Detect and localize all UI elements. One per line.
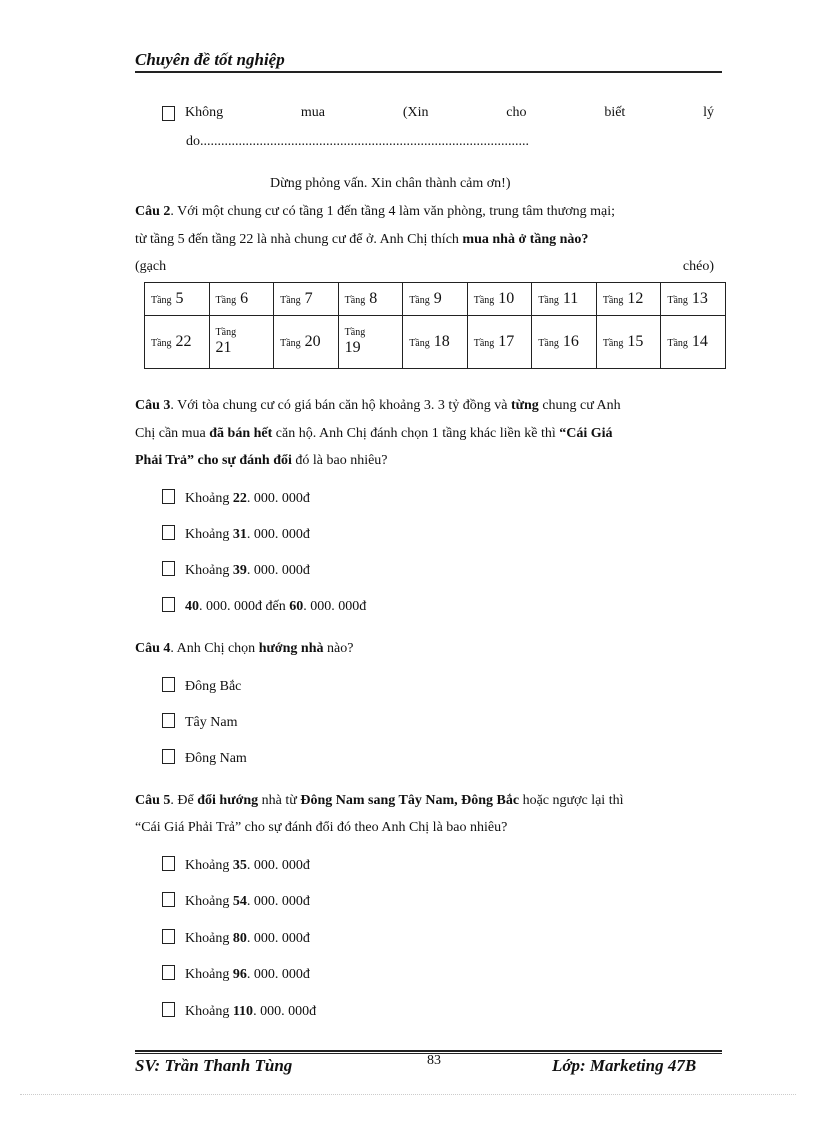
floor-cell[interactable]: Tầng 16 — [532, 316, 597, 369]
q2-line2: từ tầng 5 đến tầng 22 là nhà chung cư để ở. Anh Chị thích mua nhà ở tầng nào? — [135, 232, 589, 247]
floor-row — [145, 283, 726, 316]
q3-option: Khoảng 39. 000. 000đ — [162, 561, 310, 580]
floor-cell[interactable]: Tầng 12 — [596, 283, 661, 316]
floor-cell[interactable]: Tầng 18 — [403, 316, 468, 369]
q4-label: Câu 4 — [135, 641, 171, 656]
page-number: 83 — [427, 1053, 441, 1068]
q1-option-continuation: do.............................................................................................. — [186, 134, 529, 149]
q5-line2: “Cái Giá Phải Trả” cho sự đánh đổi đó theo Anh Chị là bao nhiêu? — [135, 820, 508, 835]
checkbox[interactable] — [162, 713, 175, 728]
checkbox[interactable] — [162, 965, 175, 980]
floor-table — [144, 282, 726, 369]
q4-option: Đông Bắc — [162, 677, 241, 696]
footer-class: Lớp: Marketing 47B — [552, 1056, 697, 1075]
q3-line1: Câu 3. Với tòa chung cư có giá bán căn hộ khoảng 3. 3 tỷ đồng và từng chung cư Anh — [135, 398, 621, 413]
q5-label: Câu 5 — [135, 793, 171, 808]
floor-cell[interactable]: Tầng 8 — [338, 283, 403, 316]
q3-option: 40. 000. 000đ đến 60. 000. 000đ — [162, 597, 366, 616]
header-rule — [135, 71, 722, 73]
checkbox[interactable] — [162, 561, 175, 576]
q5-line1: Câu 5. Để đổi hướng nhà từ Đông Nam sang Tây Nam, Đông Bắc hoặc ngược lại thì — [135, 793, 624, 808]
floor-cell[interactable]: Tầng 20 — [274, 316, 339, 369]
page-edge — [20, 1094, 796, 1095]
q4-line: Câu 4. Anh Chị chọn hướng nhà nào? — [135, 641, 354, 656]
checkbox[interactable] — [162, 525, 175, 540]
floor-cell[interactable]: Tầng 22 — [145, 316, 210, 369]
floor-cell[interactable]: Tầng 15 — [596, 316, 661, 369]
checkbox[interactable] — [162, 677, 175, 692]
checkbox[interactable] — [162, 1002, 175, 1017]
checkbox[interactable] — [162, 106, 175, 121]
q3-line2: Chị cần mua đã bán hết căn hộ. Anh Chị đánh chọn 1 tầng khác liền kề thì “Cái Giá — [135, 426, 613, 441]
q5-option: Khoảng 54. 000. 000đ — [162, 892, 310, 911]
footer-student: SV: Trần Thanh Tùng — [135, 1056, 293, 1075]
floor-cell[interactable]: Tầng 5 — [145, 283, 210, 316]
floor-cell[interactable]: Tầng 19 — [338, 316, 403, 369]
checkbox[interactable] — [162, 597, 175, 612]
floor-cell[interactable]: Tầng 21 — [209, 316, 274, 369]
floor-cell[interactable]: Tầng 11 — [532, 283, 597, 316]
checkbox[interactable] — [162, 929, 175, 944]
q3-option: Khoảng 31. 000. 000đ — [162, 525, 310, 544]
q5-option: Khoảng 35. 000. 000đ — [162, 856, 310, 875]
q2-line3: (gạch chéo) — [135, 259, 714, 274]
footer-rule — [135, 1050, 722, 1052]
q3-label: Câu 3 — [135, 398, 171, 413]
q4-option: Tây Nam — [162, 713, 237, 732]
floor-cell[interactable]: Tầng 6 — [209, 283, 274, 316]
floor-cell[interactable]: Tầng 14 — [661, 316, 726, 369]
header-title: Chuyên đề tốt nghiệp — [135, 50, 285, 69]
q3-line3: Phải Trả” cho sự đánh đổi đó là bao nhiêu? — [135, 453, 388, 468]
q3-option: Khoảng 22. 000. 000đ — [162, 489, 310, 508]
floor-cell[interactable]: Tầng 9 — [403, 283, 468, 316]
q2-label: Câu 2 — [135, 204, 171, 219]
checkbox[interactable] — [162, 892, 175, 907]
checkbox[interactable] — [162, 856, 175, 871]
q1-option-no-buy: Không mua (Xin cho biết lý — [162, 104, 714, 122]
q5-option: Khoảng 96. 000. 000đ — [162, 965, 310, 984]
q2-line1: Câu 2. Với một chung cư có tầng 1 đến tầng 4 làm văn phòng, trung tâm thương mại; — [135, 204, 616, 219]
floor-row — [145, 316, 726, 369]
checkbox[interactable] — [162, 489, 175, 504]
q4-option: Đông Nam — [162, 749, 247, 768]
floor-cell[interactable]: Tầng 17 — [467, 316, 532, 369]
q5-option: Khoảng 110. 000. 000đ — [162, 1002, 316, 1021]
checkbox[interactable] — [162, 749, 175, 764]
thanks-line: Dừng phỏng vấn. Xin chân thành cảm ơn!) — [270, 176, 511, 191]
floor-cell[interactable]: Tầng 7 — [274, 283, 339, 316]
floor-cell[interactable]: Tầng 10 — [467, 283, 532, 316]
floor-cell[interactable]: Tầng 13 — [661, 283, 726, 316]
q5-option: Khoảng 80. 000. 000đ — [162, 929, 310, 948]
